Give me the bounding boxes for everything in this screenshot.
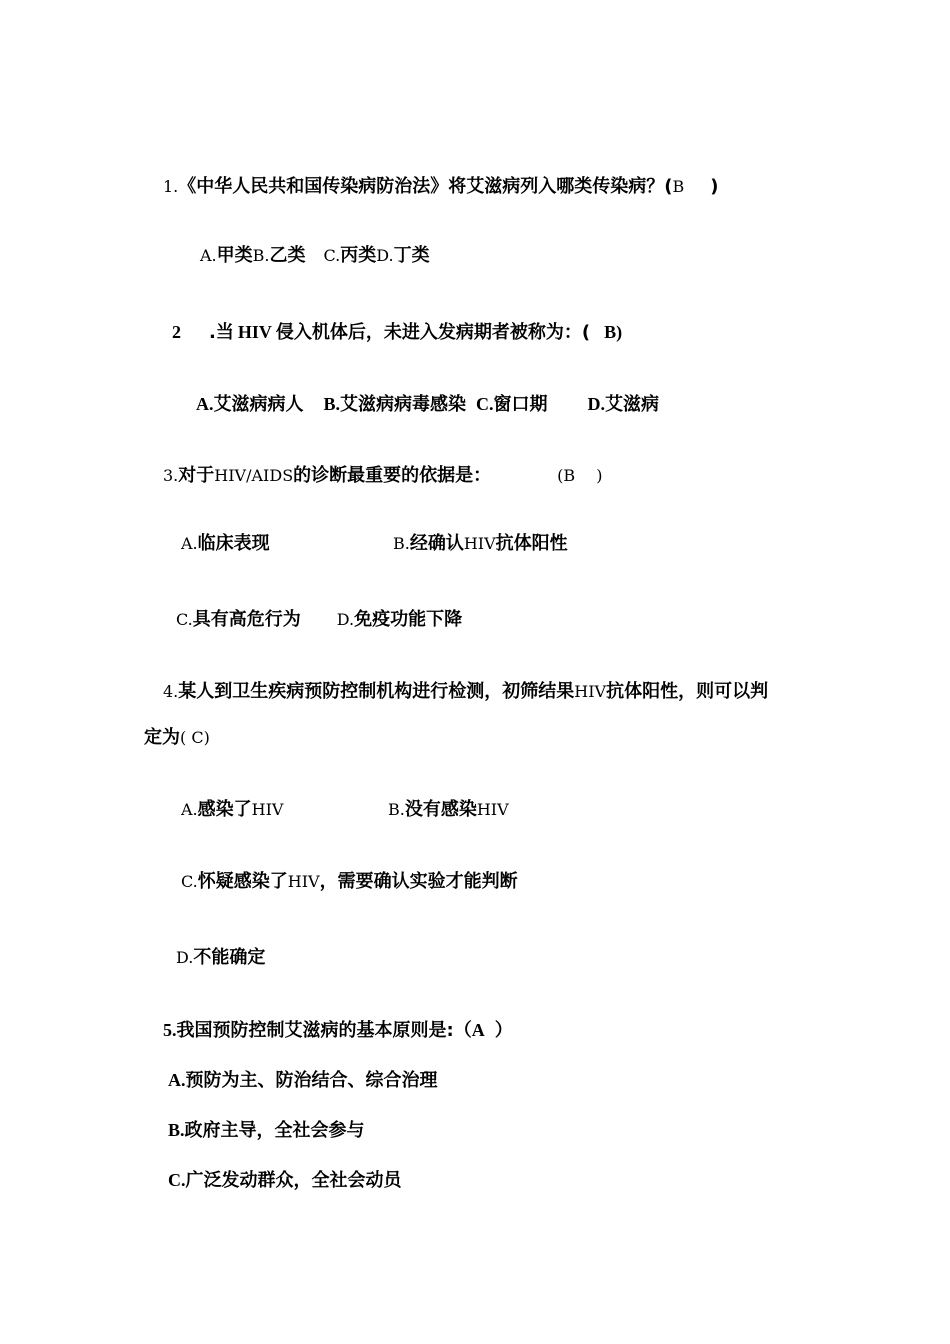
answer: B [672, 177, 685, 196]
option-b: 乙类 [269, 245, 306, 266]
option-c-letter: C. [181, 872, 198, 891]
option-c-letter: C. [323, 246, 341, 265]
question-4-option-d [176, 946, 265, 970]
option-a-letter: A. [181, 800, 198, 819]
question-5-option-a [168, 1068, 438, 1093]
option-c-letter: C. [168, 1170, 186, 1190]
option-d-letter: D. [336, 610, 355, 629]
question-4 [163, 680, 768, 704]
question-3 [163, 464, 603, 488]
question-abbr: HIV [237, 322, 272, 342]
option-d-letter: D. [376, 246, 394, 265]
question-3-options-ab [181, 532, 270, 556]
option-b: 政府主导，全社会参与 [184, 1120, 365, 1141]
paren-close: ) [710, 176, 719, 197]
option-a-letter: A. [181, 534, 198, 553]
question-4-option-b [388, 798, 509, 822]
question-text-b: 侵入机体后，未进入发病期者被称为：( [275, 322, 591, 343]
option-a: 感染了 [197, 799, 252, 820]
option-a-abbr: HIV [251, 800, 284, 819]
question-text-a: .当 [209, 322, 234, 343]
option-c: 丙类 [340, 245, 377, 266]
question-3-option-b [393, 532, 568, 556]
option-c: 广泛发动群众，全社会动员 [185, 1170, 402, 1191]
option-a: 临床表现 [197, 533, 270, 554]
option-b: 艾滋病病毒感染 [340, 394, 467, 415]
option-a: 甲类 [216, 245, 253, 266]
option-c-letter: C. [476, 394, 494, 414]
question-text: 《中华人民共和国传染病防治法》将艾滋病列入哪类传染病？ [178, 176, 665, 197]
question-5-option-c [168, 1168, 402, 1193]
option-a: 艾滋病病人 [213, 394, 304, 415]
option-b-letter: B. [323, 394, 341, 414]
option-c-post: ，需要确认实验才能判断 [319, 871, 518, 892]
answer: A [471, 1020, 485, 1040]
question-number: 5. [163, 1020, 177, 1040]
question-text-a: 对于 [178, 465, 215, 486]
question-abbr: HIV/AIDS [214, 466, 294, 485]
question-abbr: HIV [574, 682, 607, 701]
question-4-option-c [181, 870, 518, 894]
question-text: 我国预防控制艾滋病的基本原则是:（ [176, 1020, 472, 1041]
question-text-b: 的诊断最重要的依据是： [293, 465, 492, 486]
answer: ( C) [180, 728, 210, 747]
answer: B) [604, 322, 623, 342]
answer: (B ) [557, 466, 603, 485]
option-b-letter: B. [168, 1120, 185, 1140]
question-text-c: 定为 [144, 727, 180, 748]
question-text-b: 抗体阳性，则可以判 [606, 681, 769, 702]
question-2-options [196, 392, 659, 417]
option-b-letter: B. [393, 534, 410, 553]
option-b-letter: B. [388, 800, 405, 819]
option-c-pre: 怀疑感染了 [197, 871, 288, 892]
question-1 [163, 175, 719, 199]
option-c-abbr: HIV [287, 872, 320, 891]
option-d: 不能确定 [193, 947, 266, 968]
option-a-letter: A. [196, 394, 214, 414]
question-text-a: 某人到卫生疾病预防控制机构进行检测，初筛结果 [178, 681, 575, 702]
question-4-option-a [181, 798, 283, 822]
option-b-post: 抗体阳性 [495, 533, 568, 554]
paren-open: ( [664, 176, 673, 197]
question-5 [163, 1018, 513, 1043]
option-a-letter: A. [200, 246, 217, 265]
question-number: 3. [163, 466, 179, 485]
option-b-letter: B. [252, 246, 270, 265]
question-number: 4. [163, 682, 179, 701]
option-b: 没有感染 [404, 799, 477, 820]
option-a-letter: A. [168, 1070, 186, 1090]
option-a: 预防为主、防治结合、综合治理 [185, 1070, 438, 1091]
question-5-option-b [168, 1118, 365, 1143]
option-b-abbr: HIV [476, 800, 509, 819]
option-d: 丁类 [393, 245, 430, 266]
question-number: 2 [172, 322, 181, 342]
option-c: 窗口期 [493, 394, 548, 415]
question-3-options-cd [176, 608, 462, 632]
option-d: 艾滋病 [605, 394, 660, 415]
option-d-letter: D. [176, 948, 194, 967]
question-4-continued [144, 726, 210, 750]
question-2 [172, 320, 622, 345]
option-c-letter: C. [176, 610, 193, 629]
option-c: 具有高危行为 [192, 609, 301, 630]
question-1-options [200, 244, 430, 268]
paren-close: ） [494, 1020, 513, 1041]
option-d-letter: D. [587, 394, 606, 414]
option-d: 免疫功能下降 [354, 609, 463, 630]
question-number: 1. [163, 177, 179, 196]
option-b-abbr: HIV [463, 534, 496, 553]
option-b-pre: 经确认 [409, 533, 464, 554]
